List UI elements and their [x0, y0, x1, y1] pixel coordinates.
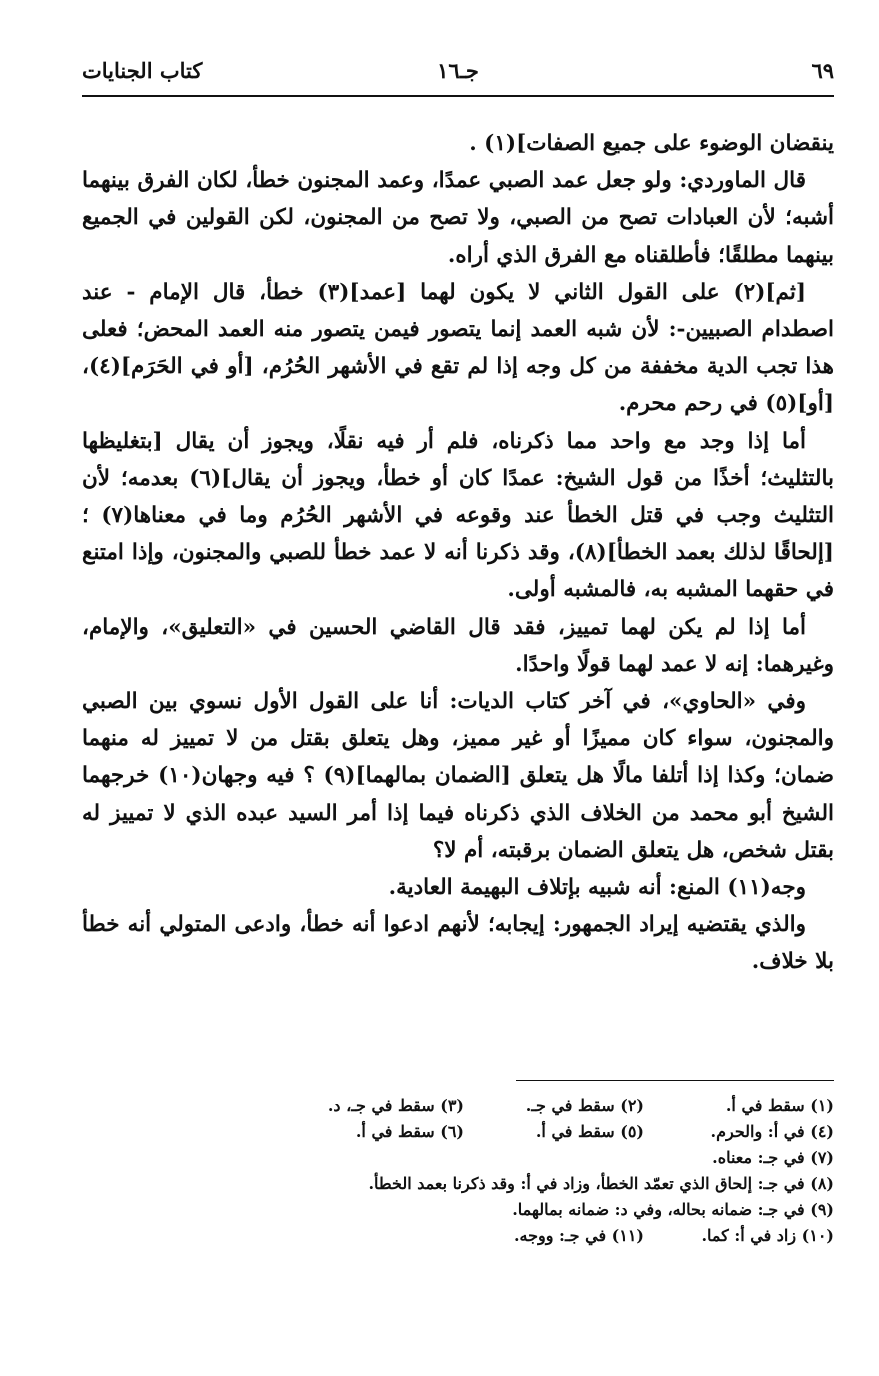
footnote: (٥) سقط في أ.	[535, 1122, 644, 1141]
paragraph: قال الماوردي: ولو جعل عمد الصبي عمدًا، وعمد المجنون خطأ، لكان الفرق بينهما أشبه؛ لأن العبادات تصح من الصبي، ولا تصح من المجنون، لكن القولين في الجميع بينهما مطلقًا؛ فأطلقناه مع الفرق الذي أراه.	[82, 168, 834, 268]
footnote-row	[82, 1197, 834, 1223]
footnote: (٦) سقط في أ.	[355, 1122, 464, 1141]
footnote-row	[82, 1093, 834, 1119]
footnote-row	[82, 1119, 834, 1145]
paragraph: [ثم](٢) على القول الثاني لا يكون لهما [عمد](٣) خطأ، قال الإمام - عند اصطدام الصبيين-: لأن شبه العمد إنما يتصور فيمن يتصور منه العمد المحض؛ فعلى هذا تجب الدية مخففة من كل وجه إذا لم تقع في الأشهر الحُرُم، [أو في الحَرَم](٤)، [أو](٥) في رحم محرم.	[82, 279, 834, 417]
footnote: (٢) سقط في جـ.	[525, 1096, 644, 1115]
paragraph: وفي «الحاوي»، في آخر كتاب الديات: أنا على القول الأول نسوي بين الصبي والمجنون، سواء كان مميزًا أو غير مميز، وهل يتعلق بقتل من لا تمييز له منهما ضمان؛ وكذا إذا أتلفا مالًا هل يتعلق [الضمان بمالهما](٩) ؟ فيه وجهان(١٠) خرجهما الشيخ أبو محمد من الخلاف الذي ذكرناه فيما إذا أمر السيد عبده الذي لا تمييز له بقتل شخص، هل يتعلق الضمان برقبته، أم لا؟	[82, 689, 835, 863]
running-header	[82, 58, 834, 92]
footnote-rule	[516, 1080, 834, 1081]
page-number: ٦٩	[811, 58, 834, 83]
footnote: (١٠) زاد في أ: كما.	[701, 1226, 834, 1245]
footnote: (١) سقط في أ.	[725, 1096, 834, 1115]
main-text	[82, 125, 834, 981]
header-rule	[82, 95, 834, 97]
footnote-row	[82, 1171, 834, 1197]
footnote-row	[82, 1223, 834, 1249]
paragraph: والذي يقتضيه إيراد الجمهور: إيجابه؛ لأنهم ادعوا أنه خطأ، وادعى المتولي أنه خطأ بلا خلاف.	[82, 912, 834, 975]
footnote: (٩) في جـ: ضمانه بحاله، وفي د: ضمانه بمالهما.	[512, 1200, 834, 1219]
paragraph: وجه(١١) المنع: أنه شبيه بإتلاف البهيمة العادية.	[388, 875, 806, 901]
paragraph: ينقضان الوضوء على جميع الصفات](١) .	[469, 131, 834, 156]
paragraph: أما إذا لم يكن لهما تمييز، فقد قال القاضي الحسين في «التعليق»، والإمام، وغيرهما: إنه لا عمد لهما قولًا واحدًا.	[82, 614, 834, 677]
book-title: كتاب الجنايات	[82, 58, 203, 83]
volume-label: جـ١٦	[437, 58, 479, 83]
footnotes	[82, 1093, 834, 1249]
footnote-row	[82, 1145, 834, 1171]
footnote: (٤) في أ: والحرم.	[710, 1122, 834, 1141]
footnote: (٧) في جـ: معناه.	[712, 1148, 834, 1167]
footnote: (٨) في جـ: إلحاق الذي تعمّد الخطأ، وزاد في أ: وقد ذكرنا بعمد الخطأ.	[368, 1174, 834, 1193]
paragraph: أما إذا وجد مع واحد مما ذكرناه، فلم أر فيه نقلًا، ويجوز أن يقال [بتغليظها بالتثليث؛ أخذًا من قول الشيخ: عمدًا كان أو خطأ، ويجوز أن يقال](٦) بعدمه؛ لأن التثليث وجب في قتل الخطأ عند وقوعه في الأشهر الحُرُم وما في معناها(٧) ؛ [إلحاقًا لذلك بعمد الخطأ](٨)، وقد ذكرنا أنه لا عمد خطأ للصبي والمجنون، وإذا امتنع في حقهما المشبه به، فالمشبه أولى.	[82, 428, 834, 603]
footnote: (١١) في جـ: ووجه.	[513, 1226, 644, 1245]
footnote: (٣) سقط في جـ، د.	[327, 1096, 464, 1115]
